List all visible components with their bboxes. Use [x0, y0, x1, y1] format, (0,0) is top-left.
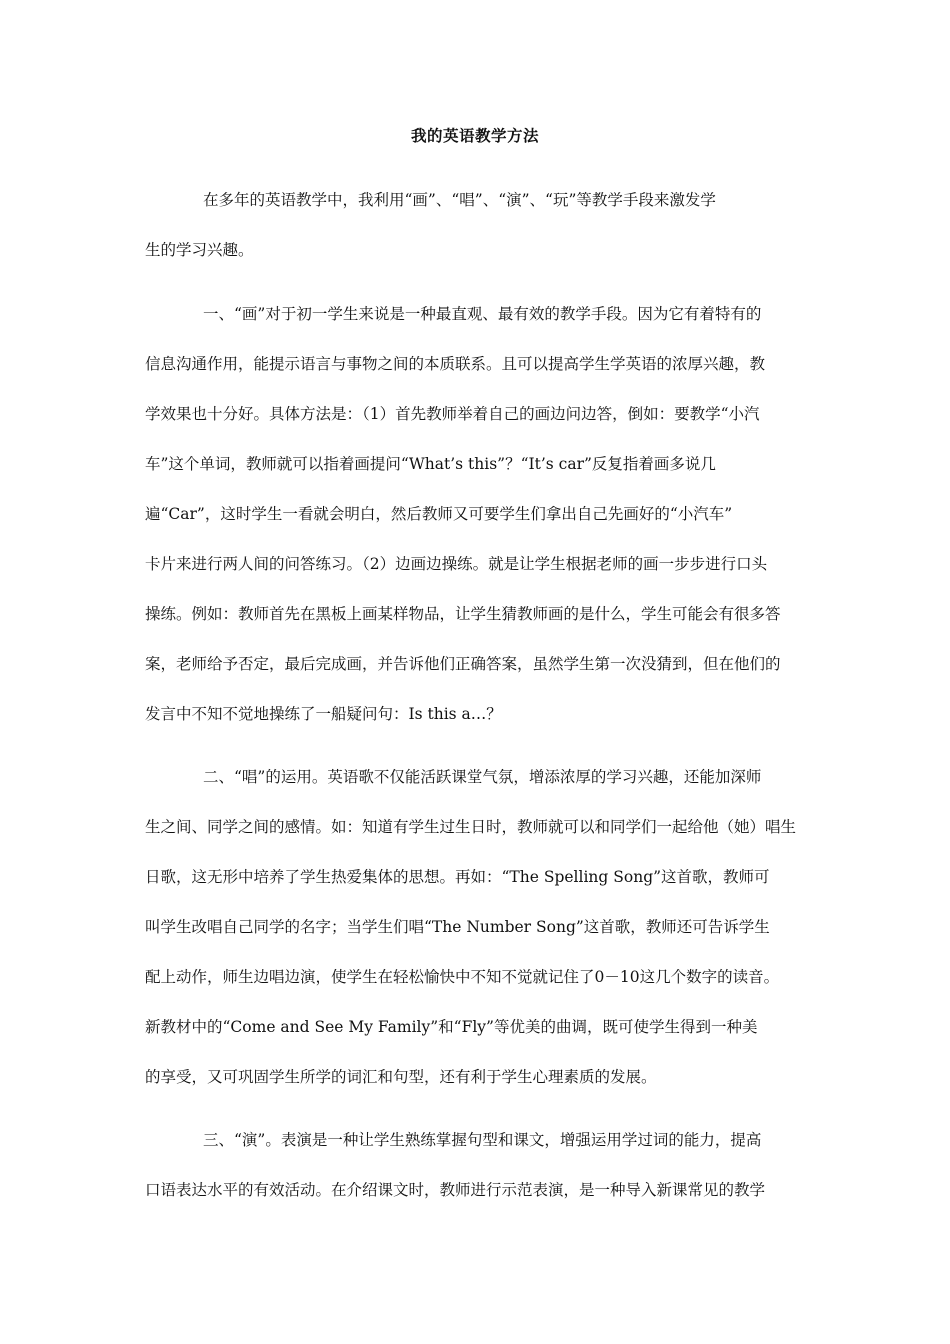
text-line: 日歌，这无形中培养了学生热爱集体的思想。再如：“The Spelling Song”这首歌，教师可	[145, 868, 770, 886]
text-line: 新教材中的“Come and See My Family”和“Fly”等优美的曲调，既可使学生得到一种美	[145, 1018, 758, 1036]
text-line: 生的学习兴趣。	[145, 241, 254, 259]
text-line: 发言中不知不觉地操练了一船疑问句：Is this a…？	[145, 705, 502, 723]
text-line: 的享受，又可巩固学生所学的词汇和句型，还有利于学生心理素质的发展。	[145, 1068, 657, 1086]
text-line: 二、“唱”的运用。英语歌不仅能活跃课堂气氛，增添浓厚的学习兴趣，还能加深师	[203, 768, 762, 786]
text-line: 案，老师给予否定，最后完成画，并告诉他们正确答案，虽然学生第一次没猜到，但在他们的	[145, 655, 781, 673]
paragraph-section-1	[145, 289, 815, 739]
document-title: 我的英语教学方法	[410, 126, 539, 145]
text-line: 车”这个单词，教师就可以指着画提问“What’s this”？“It’s car”反复指着画多说几	[145, 455, 716, 473]
text-line: 生之间、同学之间的感情。如：知道有学生过生日时，教师就可以和同学们一起给他（她）唱生	[145, 818, 797, 836]
paragraph-section-2	[145, 752, 815, 1102]
text-line: 信息沟通作用，能提示语言与事物之间的本质联系。且可以提高学生学英语的浓厚兴趣，教	[145, 355, 766, 373]
paragraph-section-3	[145, 1115, 815, 1215]
text-line: 操练。例如：教师首先在黑板上画某样物品，让学生猜教师画的是什么，学生可能会有很多答	[145, 605, 781, 623]
text-line: 学效果也十分好。具体方法是：（1）首先教师举着自己的画边问边答，倒如：要教学“小汽	[145, 405, 760, 423]
text-line: 口语表达水平的有效活动。在介绍课文时，教师进行示范表演，是一种导入新课常见的教学	[145, 1181, 766, 1199]
text-line: 遍“Car”，这时学生一看就会明白，然后教师又可要学生们拿出自己先画好的“小汽车”	[145, 505, 733, 523]
text-line: 一、“画”对于初一学生来说是一种最直观、最有效的教学手段。因为它有着特有的	[203, 305, 762, 323]
text-line: 在多年的英语教学中，我利用“画”、“唱”、“演”、“玩”等教学手段来激发学	[203, 191, 716, 209]
text-line: 三、“演”。表演是一种让学生熟练掌握句型和课文，增强运用学过词的能力，提高	[203, 1131, 762, 1149]
text-line: 卡片来进行两人间的问答练习。（2）边画边操练。就是让学生根据老师的画一步步进行口头	[145, 555, 768, 573]
text-line: 叫学生改唱自己同学的名字；当学生们唱“The Number Song”这首歌，教师还可告诉学生	[145, 918, 770, 936]
text-line: 配上动作，师生边唱边演，使学生在轻松愉快中不知不觉就记住了0－10这几个数字的读音。	[145, 968, 780, 986]
paragraph-intro	[145, 175, 815, 275]
